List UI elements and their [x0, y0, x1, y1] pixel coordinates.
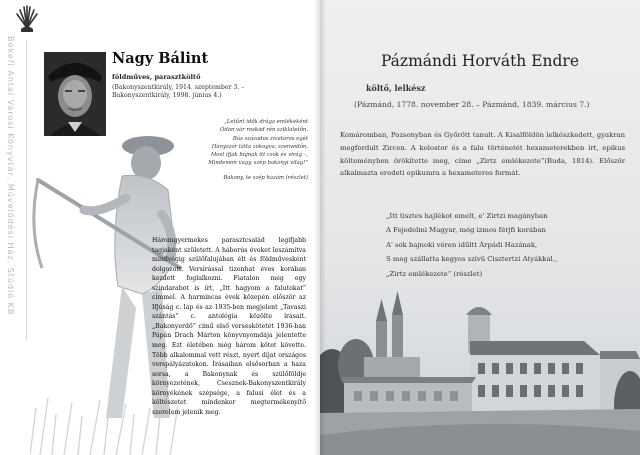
poem-line: Mindenem vagy, szép bakonyi világ!” [208, 160, 308, 167]
right-page [320, 0, 640, 455]
biography-text-right [340, 129, 625, 180]
abbey-building-photo-icon [320, 285, 640, 455]
quote-line: „Itt tisztes hajlékot emelt, e' Zirtzi magányban [386, 212, 548, 220]
person-dates: (Bakonyszentkirály, 1914. szeptember 3. – Bakonyszentkirály, 1998. június 4.) [112, 84, 245, 99]
portrait-photo-icon [44, 52, 106, 136]
poem-attribution: Bakony, te szép hazám (részlet) [223, 174, 308, 181]
quote-line: A Fejedelmi Magyar, még izmos férjfi korában [386, 226, 546, 235]
person-name: Nagy Bálint [112, 50, 209, 67]
biography-text [152, 236, 306, 417]
poem-line: Ódon vár roskad rén sziklatetőn. [220, 127, 308, 134]
person-dates-right: (Pázmánd, 1778. november 28. – Pázmánd, 1839. március 7.) [354, 100, 590, 109]
page-title: Pázmándi Horváth Endre [380, 52, 580, 70]
fan-flower-logo-icon [14, 4, 40, 34]
quote-line: S meg szállatta kegyes szívü Cisztertzi Atyákkal., [386, 255, 558, 264]
quote-attribution: „Zirtz emlékezete” (részlet) [386, 269, 483, 278]
quote-line: A' sok bajnoki véren idűltt Árpádi Hazának, [386, 240, 538, 249]
poem-excerpt [170, 118, 308, 182]
vertical-credit-text: Békefi Antal Városi Könyvtár, Művelődési Ház, Stúdió KB [6, 36, 16, 316]
poem-line: Hányszor látta zokogva, szenvedőn. [211, 143, 308, 150]
poem-line: Bús százados zivataros egét [232, 135, 308, 142]
vertical-divider [26, 40, 27, 340]
poem-excerpt-right [386, 209, 557, 281]
biography-paragraph-right: Komáromban, Pozsonyban és Győrött tanult. A Kisalföldön lelkészkedett, gyakran megfordult Zircen. A kolostor és a falu történetét hexameterekben írt, epikus költeményben örökítette meg, címe „Zirtz emlékezete”(Buda, 1814). Először alkalmazta eredeti epikumra a hexameteres formát. [340, 131, 625, 178]
vertical-credit [6, 36, 26, 336]
biography-paragraph: Háromgyermekes parasztcsalád legifjabb tagjaként született. A háborús éveket leszámítva mindvégig szülőfalujában élt és földművesként dolgozott. Versírással tizenhat éves korában kezdett foglalkozni. Fiatalon még egy színdarabot is írt, „Itt hagyom a falutokat” címmel. A harmincas évek közepén először az Ifjúság c. lap és az 1935-ben megjelent „Tavaszi szántás” c. antológia közölte írásait. „Bakonyerdő” című első verseskötetét 1936-ban Pápán Drach Márton könyvnyomdája jelentette meg. Ezt életében még három kötet követte. Több alkalommal vett részt, nyert díjat országos verspályázatokon. Írásaiban elsősorban a haza sorsa, a Bakonynak és szülőföldje környezetének, Csesznek-Bakonyszentkirály környékének szépsége, a falusi élet és a költészetet mindenkor megtermékenyítő szerelem jelenik meg. [152, 237, 306, 416]
person-occupation: földműves, parasztköltő [112, 73, 201, 81]
poem-line: „Letűnt idők drága emlékeként [224, 119, 308, 125]
book-gutter [314, 0, 326, 455]
poem-line: Most ifjak bújnak itt csók és virág –, [210, 152, 308, 159]
person-occupation-right: költő, lelkész [366, 83, 426, 93]
